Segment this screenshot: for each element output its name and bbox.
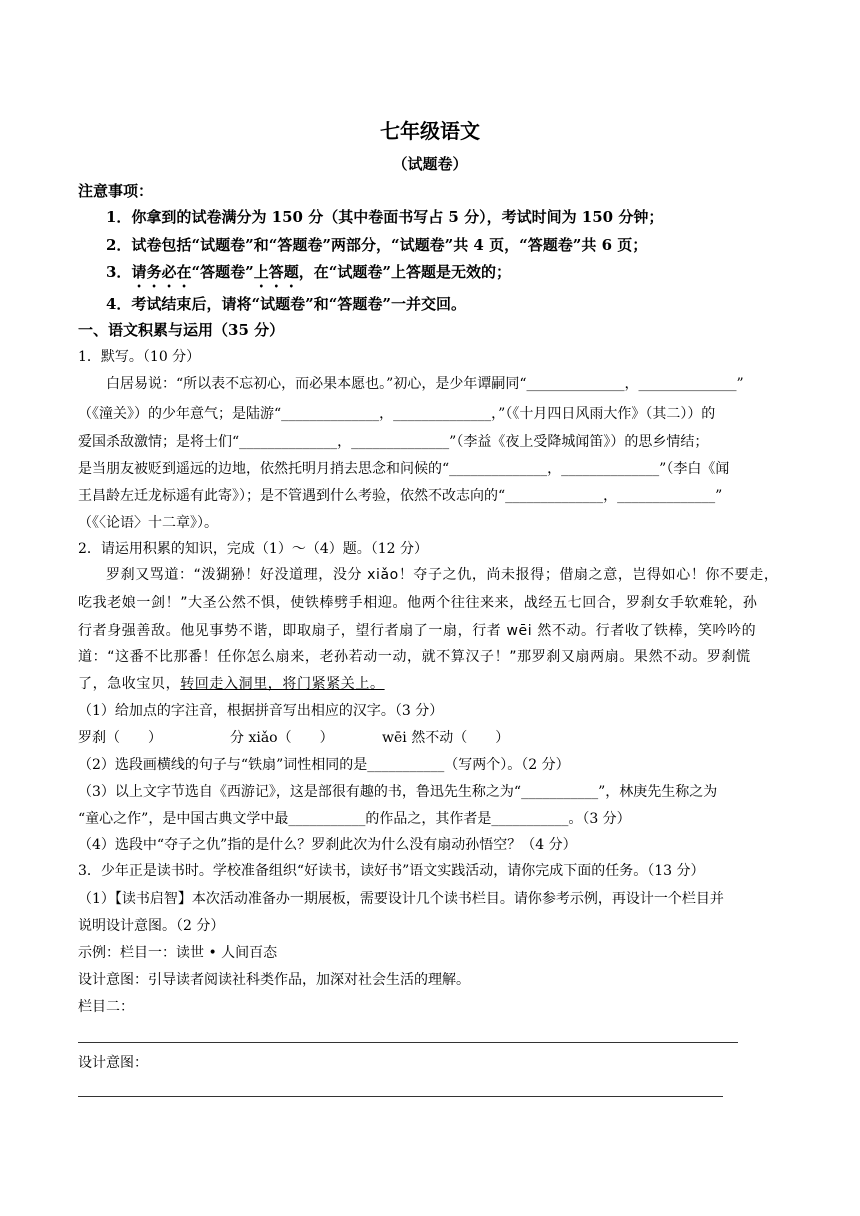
notice-item-1: 1．你拿到的试卷满分为 150 分（其中卷面书写占 5 分），考试时间为 150 分钟； [106, 208, 664, 226]
passage-line: 吃我老娘一剑！”大圣公然不惧，使铁棒劈手相迎。他两个往往来来，战经五七回合，罗刹女手软难轮，孙 [78, 595, 758, 611]
q2-sub3-line1: （3）以上文字节选自《西游记》，这是部很有趣的书，鲁迅先生称之为“___________”，林庚先生称之为 [78, 784, 718, 800]
passage-line: 罗刹又骂道：“泼猢狲！好没道理，没分 xiǎo！夺子之仇，尚未报得；借扇之意，岂得如心！你不要走， [106, 567, 779, 583]
q3-column2-label: 栏目二： [78, 999, 134, 1015]
emphasized-text: 请务必在 [131, 263, 192, 281]
q1-line: 王昌龄左迁龙标遥有此寄》）；是不管遇到什么考验，依然不改志向的“______________，______________” [78, 488, 723, 504]
q2-sub1-blank-b: 分 xiǎo（ ） [230, 730, 334, 746]
page-title: 七年级语文 [380, 119, 480, 143]
q1-line: （《〈论语〉十二章》）。 [78, 515, 218, 531]
q3-sub1-line2: 说明设计意图。（2 分） [78, 918, 225, 934]
passage-line: 了，急收宝贝，转回走入洞里，将门紧紧关上。 [78, 676, 385, 692]
section-heading: 一、语文积累与运用（35 分） [78, 321, 285, 339]
q1-line: 爱国杀敌激情；是将士们“______________，______________”（李益《夜上受降城闻笛》）的思乡情结； [78, 434, 709, 450]
passage-line: 行者身强善敌。他见事势不谐，即取扇子，望行者扇了一扇，行者 wēi 然不动。行者收了铁棒，笑吟吟的 [78, 623, 757, 639]
q2-sub4: （4）选段中“夺子之仇”指的是什么？罗刹此次为什么没有扇动孙悟空？（4 分） [78, 837, 577, 853]
q3-sub1-line1: （1）【读书启智】本次活动准备办一期展板，需要设计几个读书栏目。请你参考示例，再设计一个栏目并 [78, 891, 724, 907]
q3-intent-example: 设计意图：引导读者阅读社科类作品，加深对社会生活的理解。 [78, 972, 470, 988]
q1-line: （《潼关》）的少年意气；是陆游“______________，______________，”（《十月四日风雨大作》（其二））的 [78, 406, 716, 422]
q3-example: 示例：栏目一：读世 • 人间百态 [78, 945, 278, 961]
q1-line: 白居易说：“所以表不忘初心，而必果本愿也。”初心，是少年谭嗣同“______________，______________” [106, 376, 744, 392]
underlined-sentence: 转回走入洞里，将门紧紧关上。 [180, 676, 385, 692]
notice-item-4: 4．考试结束后，请将“试题卷”和“答题卷”一并交回。 [106, 295, 466, 313]
answer-line[interactable] [78, 1042, 738, 1043]
emphasized-text: 上答题 [253, 263, 299, 281]
q1-line: 是当朋友被贬到遥远的边地，依然托明月捎去思念和问候的“______________，______________”（李白《闻 [78, 461, 730, 477]
q3-intent2-label: 设计意图： [78, 1055, 148, 1071]
notice-item-2: 2．试卷包括“试题卷”和“答题卷”两部分，“试题卷”共 4 页，“答题卷”共 6 页； [106, 236, 648, 254]
q2-sub1-blank-c: wēi 然不动（ ） [382, 730, 510, 746]
question-1-title: 1．默写。（10 分） [78, 349, 201, 365]
passage-line: 道：“这番不比那番！任你怎么扇来，老孙若动一动，就不算汉子！”那罗刹又扇两扇。果然不动。罗刹慌 [78, 649, 751, 665]
notice-item-3: 3．请务必在“答题卷”上答题，在“试题卷”上答题是无效的； [106, 263, 511, 281]
q2-sub3-line2: “童心之作”，是中国古典文学中最___________的作品之，其作者是___________。（3 分） [78, 811, 631, 827]
question-3-title: 3．少年正是读书时。学校准备组织“好读书，读好书”语文实践活动，请你完成下面的任务。（13 分） [78, 863, 705, 879]
q2-sub1-blank-a: 罗刹（ ） [78, 730, 162, 746]
q2-sub1: （1）给加点的字注音，根据拼音写出相应的汉字。（3 分） [78, 703, 444, 719]
page-subtitle: （试题卷） [392, 155, 468, 173]
q2-sub2: （2）选段画横线的句子与“铁扇”词性相同的是___________（写两个）。（2 分） [78, 757, 570, 773]
answer-line[interactable] [78, 1096, 723, 1097]
notice-heading: 注意事项： [78, 182, 154, 200]
question-2-title: 2．请运用积累的知识，完成（1）～（4）题。（12 分） [78, 541, 428, 557]
